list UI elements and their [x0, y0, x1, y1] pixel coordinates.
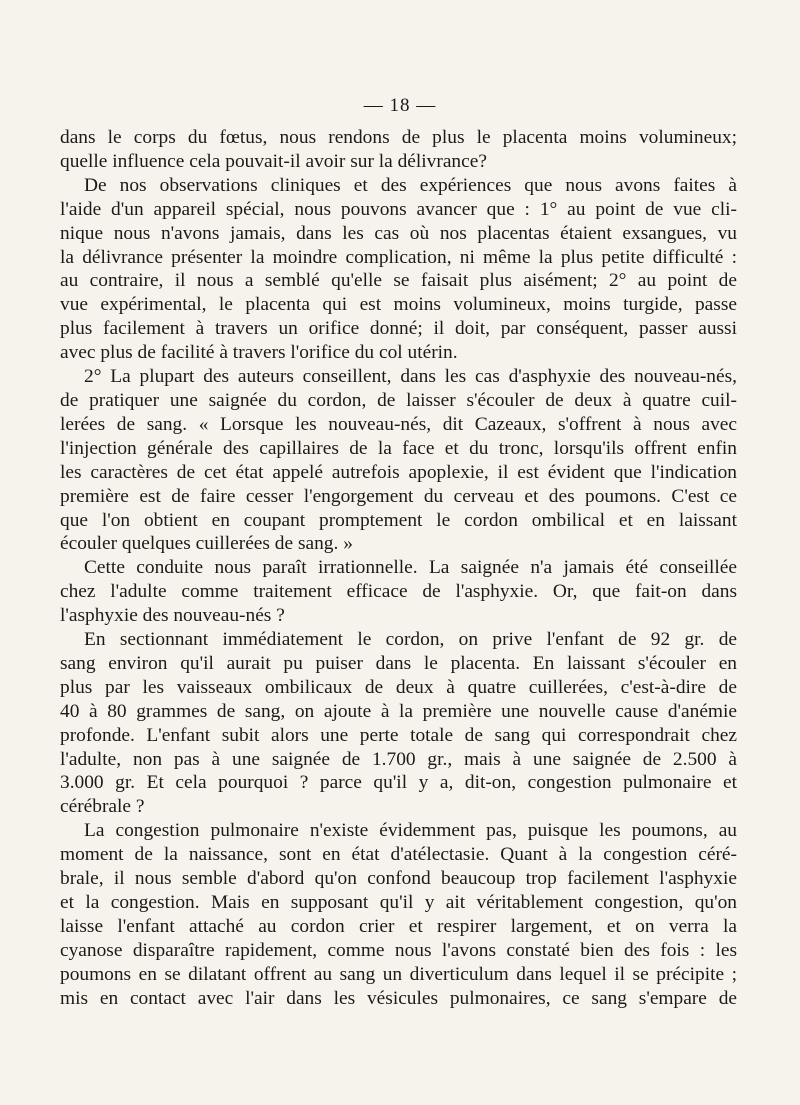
text-line: cérébrale ?: [60, 796, 145, 818]
text-line: cyanose disparaître rapidement, comme nous l'avons constaté bien des fois : les: [60, 939, 737, 961]
text-line: l'aide d'un appareil spécial, nous pouvons avancer que : 1° au point de vue cli-: [60, 198, 737, 220]
text-line: En sectionnant immédiatement le cordon, on prive l'enfant de 92 gr. de: [84, 629, 737, 651]
page-number: — 18 —: [363, 95, 437, 116]
text-line: la délivrance présenter la moindre complication, ni même la plus petite difficulté :: [60, 246, 737, 268]
text-line: Cette conduite nous paraît irrationnelle. La saignée n'a jamais été conseillée: [84, 557, 737, 579]
text-line: que l'on obtient en coupant promptement le cordon ombilical et en laissant: [60, 509, 737, 531]
text-line: plus facilement à travers un orifice donné; il doit, par conséquent, passer aussi: [60, 318, 737, 340]
text-line: mis en contact avec l'air dans les vésicules pulmonaires, ce sang s'empare de: [60, 987, 737, 1009]
text-line: De nos observations cliniques et des expériences que nous avons faites à: [84, 174, 737, 196]
text-line: l'adulte, non pas à une saignée de 1.700 gr., mais à une saignée de 2.500 à: [60, 748, 737, 770]
text-line: La congestion pulmonaire n'existe évidemment pas, puisque les poumons, au: [84, 820, 737, 842]
text-line: les caractères de cet état appelé autrefois apoplexie, il est évident que l'indication: [60, 461, 737, 483]
text-line: de pratiquer une saignée du cordon, de laisser s'écouler de deux à quatre cuil-: [60, 389, 737, 411]
text-line: et la congestion. Mais en supposant qu'il y ait véritablement congestion, qu'on: [60, 892, 737, 913]
text-line: plus par les vaisseaux ombilicaux de deux à quatre cuillerées, c'est-à-dire de: [60, 676, 737, 698]
text-line: brale, il nous semble d'abord qu'on confond beaucoup trop facilement l'asphyxie: [60, 868, 737, 890]
text-line: quelle influence cela pouvait-il avoir sur la délivrance?: [60, 150, 487, 172]
text-line: dans le corps du fœtus, nous rendons de plus le placenta moins volumineux;: [60, 127, 737, 148]
text-line: profonde. L'enfant subit alors une perte totale de sang qui correspondrait chez: [60, 724, 737, 746]
text-line: l'asphyxie des nouveau-nés ?: [60, 605, 285, 627]
text-line: 2° La plupart des auteurs conseillent, dans les cas d'asphyxie des nouveau-nés,: [84, 366, 737, 388]
text-line: au contraire, il nous a semblé qu'elle se faisait plus aisément; 2° au point de: [60, 270, 737, 292]
text-line: nique nous n'avons jamais, dans les cas où nos placentas étaient exsangues, vu: [60, 222, 737, 244]
text-line: moment de la naissance, sont en état d'atélectasie. Quant à la congestion céré-: [60, 844, 737, 866]
text-line: laisse l'enfant attaché au cordon crier et respirer largement, et on verra la: [60, 915, 737, 937]
text-line: 3.000 gr. Et cela pourquoi ? parce qu'il y a, dit-on, congestion pulmonaire et: [60, 772, 737, 794]
text-line: écouler quelques cuillerées de sang. »: [60, 533, 353, 555]
text-line: poumons en se dilatant offrent au sang un diverticulum dans lequel il se précipite ;: [60, 963, 737, 985]
text-line: lerées de sang. « Lorsque les nouveau-nés, dit Cazeaux, s'offrent à nous avec: [60, 413, 737, 435]
text-line: première est de faire cesser l'engorgement du cerveau et des poumons. C'est ce: [60, 485, 737, 507]
text-line: 40 à 80 grammes de sang, on ajoute à la première une nouvelle cause d'anémie: [60, 700, 737, 722]
text-line: chez l'adulte comme traitement efficace de l'asphyxie. Or, que fait-on dans: [60, 581, 737, 603]
body-text: [60, 126, 737, 1011]
text-line: vue expérimental, le placenta qui est moins volumineux, moins turgide, passe: [60, 294, 737, 316]
text-line: l'injection générale des capillaires de la face et du tronc, lorsqu'ils offrent enfin: [60, 437, 737, 459]
text-line: avec plus de facilité à travers l'orifice du col utérin.: [60, 342, 458, 364]
text-line: sang environ qu'il aurait pu puiser dans le placenta. En laissant s'écouler en: [60, 652, 737, 674]
